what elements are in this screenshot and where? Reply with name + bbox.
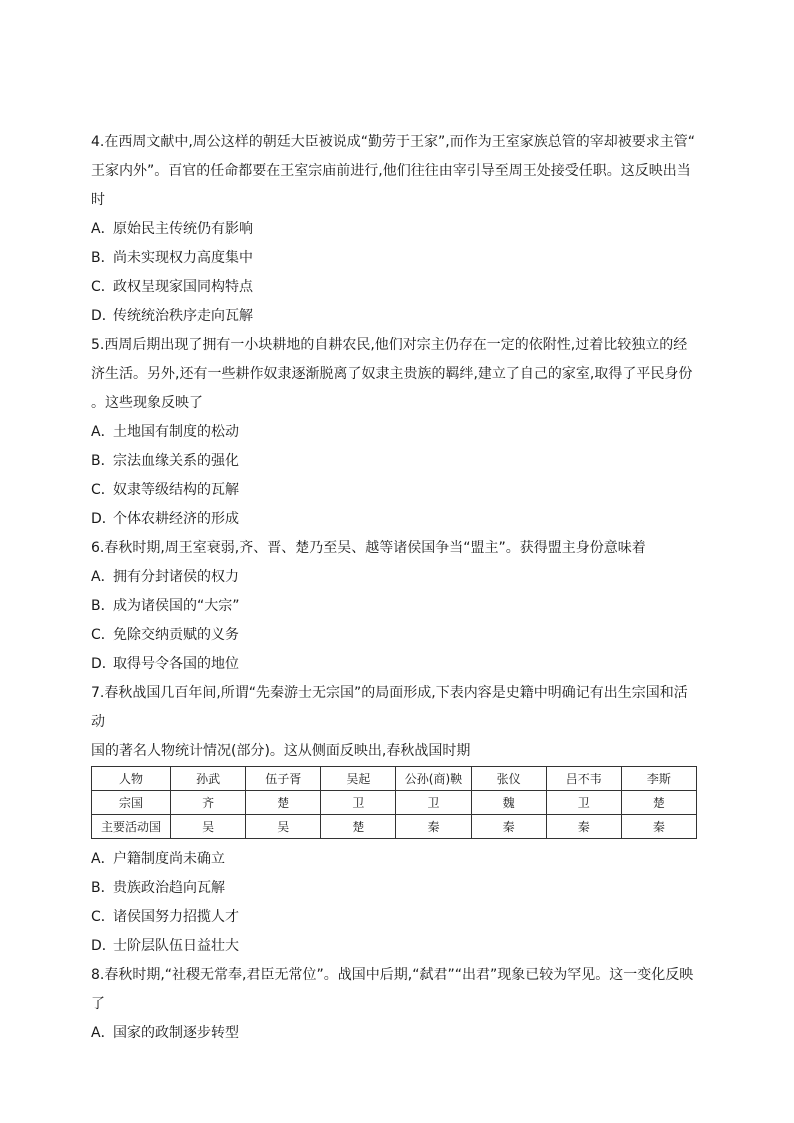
option-letter: C． xyxy=(91,627,115,643)
option-letter: A． xyxy=(91,1025,115,1041)
option-letter: A． xyxy=(91,851,115,867)
answer-option xyxy=(91,302,701,331)
option-letter: B． xyxy=(91,880,115,896)
answer-option xyxy=(91,244,701,273)
answer-option xyxy=(91,563,701,592)
answer-option xyxy=(91,903,701,932)
option-text: 取得号令各国的地位 xyxy=(113,656,239,672)
table-cell: 秦 xyxy=(621,815,696,839)
option-letter: A． xyxy=(91,221,115,237)
option-text: 贵族政治趋向瓦解 xyxy=(113,880,225,896)
answer-option xyxy=(91,592,701,621)
option-letter: B． xyxy=(91,250,115,266)
answer-option xyxy=(91,621,701,650)
option-letter: C． xyxy=(91,279,115,295)
table-cell: 李斯 xyxy=(621,767,696,791)
option-text: 诸侯国努力招揽人才 xyxy=(113,909,239,925)
table-cell: 伍子胥 xyxy=(246,767,321,791)
table-cell: 齐 xyxy=(171,791,246,815)
table-cell: 楚 xyxy=(321,815,396,839)
question-stem-line: 8.春秋时期,“社稷无常奉,君臣无常位”。战国中后期,“弑君”“出君”现象已较为罕见。这一变化反映 xyxy=(91,967,694,983)
table-row-header: 人物 xyxy=(92,767,171,791)
table-cell: 吴 xyxy=(246,815,321,839)
question-stem-line: 国的著名人物统计情况(部分)。这从侧面反映出,春秋战国时期 xyxy=(91,743,471,759)
option-text: 成为诸侯国的“大宗” xyxy=(113,598,240,614)
option-text: 土地国有制度的松动 xyxy=(113,424,239,440)
option-text: 士阶层队伍日益壮大 xyxy=(113,938,239,954)
option-text: 个体农耕经济的形成 xyxy=(113,511,239,527)
answer-option xyxy=(91,273,701,302)
option-text: 尚未实现权力高度集中 xyxy=(113,250,253,266)
question-list xyxy=(91,128,701,1048)
option-letter: A． xyxy=(91,569,115,585)
table-cell: 楚 xyxy=(246,791,321,815)
question-stem-line: 6.春秋时期,周王室衰弱,齐、晋、楚乃至吴、越等诸侯国争当“盟主”。获得盟主身份意味着 xyxy=(91,540,646,556)
option-text: 宗法血缘关系的强化 xyxy=(113,453,239,469)
option-letter: B． xyxy=(91,598,115,614)
option-letter: A． xyxy=(91,424,115,440)
question-stem-line: 时 xyxy=(91,192,105,208)
table-cell: 楚 xyxy=(621,791,696,815)
statistics-table xyxy=(91,766,697,839)
answer-option xyxy=(91,874,701,903)
table-cell: 秦 xyxy=(546,815,621,839)
table-cell: 秦 xyxy=(471,815,546,839)
answer-option xyxy=(91,932,701,961)
option-letter: B． xyxy=(91,453,115,469)
question-stem-line: 。这些现象反映了 xyxy=(91,395,203,411)
option-text: 奴隶等级结构的瓦解 xyxy=(113,482,239,498)
table-row xyxy=(92,767,697,791)
question-stem-line: 4.在西周文献中,周公这样的朝廷大臣被说成“勤劳于王家”,而作为王室家族总管的宰却被要求主管“ xyxy=(91,134,696,150)
option-text: 拥有分封诸侯的权力 xyxy=(113,569,239,585)
answer-option xyxy=(91,447,701,476)
option-letter: D． xyxy=(91,938,116,954)
option-letter: C． xyxy=(91,482,115,498)
option-letter: D． xyxy=(91,656,116,672)
table-row xyxy=(92,815,697,839)
table-row xyxy=(92,791,697,815)
table-row-header: 主要活动国 xyxy=(92,815,171,839)
table-cell: 吴 xyxy=(171,815,246,839)
option-letter: D． xyxy=(91,308,116,324)
option-text: 户籍制度尚未确立 xyxy=(113,851,225,867)
answer-option xyxy=(91,1019,701,1048)
question-stem-line: 7.春秋战国几百年间,所谓“先秦游士无宗国”的局面形成,下表内容是史籍中明确记有出生宗国和活动 xyxy=(91,685,688,730)
answer-option xyxy=(91,650,701,679)
table-cell: 魏 xyxy=(471,791,546,815)
option-text: 免除交纳贡赋的义务 xyxy=(113,627,239,643)
question-6 xyxy=(91,534,701,679)
table-cell: 吕不韦 xyxy=(546,767,621,791)
question-4 xyxy=(91,128,701,331)
option-text: 国家的政制逐步转型 xyxy=(113,1025,239,1041)
question-5 xyxy=(91,331,701,534)
question-stem-line: 王家内外”。百官的任命都要在王室宗庙前进行,他们往往由宰引导至周王处接受任职。这反映出当 xyxy=(91,163,691,179)
table-row-header: 宗国 xyxy=(92,791,171,815)
table-cell: 卫 xyxy=(546,791,621,815)
table-cell: 孙武 xyxy=(171,767,246,791)
question-8 xyxy=(91,961,701,1048)
option-letter: C． xyxy=(91,909,115,925)
option-text: 原始民主传统仍有影响 xyxy=(113,221,253,237)
question-stem-line: 了 xyxy=(91,996,105,1012)
table-cell: 卫 xyxy=(321,791,396,815)
table-cell: 卫 xyxy=(396,791,471,815)
question-stem-line: 济生活。另外,还有一些耕作奴隶逐渐脱离了奴隶主贵族的羁绊,建立了自己的家室,取得了平民身份 xyxy=(91,366,693,382)
answer-option xyxy=(91,215,701,244)
option-text: 政权呈现家国同构特点 xyxy=(113,279,253,295)
answer-option xyxy=(91,505,701,534)
table-cell: 公孙(商)鞅 xyxy=(396,767,471,791)
table-cell: 张仪 xyxy=(471,767,546,791)
table-cell: 秦 xyxy=(396,815,471,839)
question-7 xyxy=(91,679,701,961)
question-stem-line: 5.西周后期出现了拥有一小块耕地的自耕农民,他们对宗主仍存在一定的依附性,过着比较独立的经 xyxy=(91,337,688,353)
answer-option xyxy=(91,418,701,447)
answer-option xyxy=(91,845,701,874)
answer-option xyxy=(91,476,701,505)
option-letter: D． xyxy=(91,511,116,527)
table-cell: 吴起 xyxy=(321,767,396,791)
option-text: 传统统治秩序走向瓦解 xyxy=(113,308,253,324)
